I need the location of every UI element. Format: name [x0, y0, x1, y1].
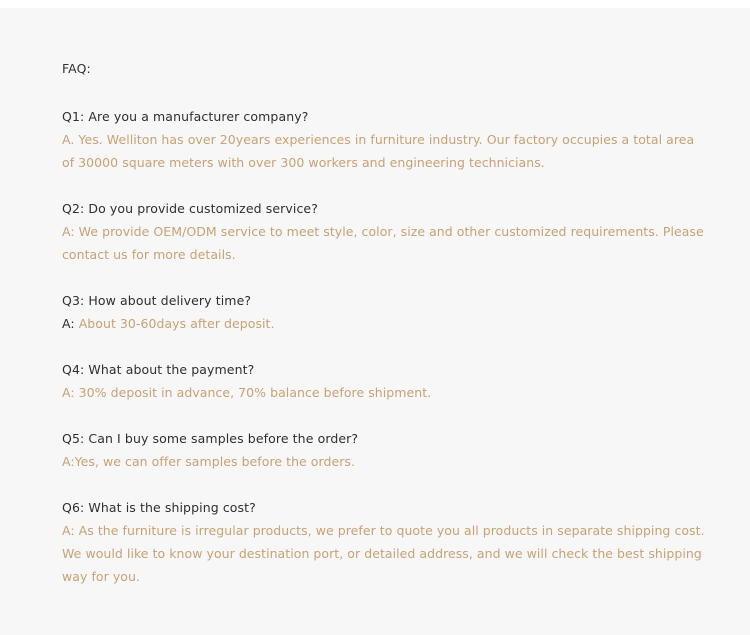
- answer-4-line-1: A: 30% deposit in advance, 70% balance before shipment.: [62, 385, 432, 400]
- answer-3-body: About 30-60days after deposit.: [78, 316, 275, 331]
- faq-item-4: [62, 358, 712, 404]
- faq-content: [62, 60, 712, 611]
- answer-6-line-3: way for you.: [62, 569, 140, 584]
- faq-item-6: [62, 496, 712, 588]
- question-6: Q6: What is the shipping cost?: [62, 500, 256, 515]
- faq-panel: [0, 8, 750, 635]
- answer-3: [62, 312, 712, 335]
- answer-1-line-1: A. Yes. Welliton has over 20years experiences in furniture industry. Our factory occupies a total area: [62, 132, 695, 147]
- question-5: Q5: Can I buy some samples before the order?: [62, 431, 359, 446]
- answer-6-line-2: We would like to know your destination port, or detailed address, and we will check the best shipping: [62, 546, 702, 561]
- answer-1-line-2: of 30000 square meters with over 300 workers and engineering technicians.: [62, 155, 545, 170]
- faq-item-2: [62, 197, 712, 266]
- question-1: Q1: Are you a manufacturer company?: [62, 109, 309, 124]
- faq-item-1: [62, 105, 712, 174]
- answer-2-line-1: A: We provide OEM/ODM service to meet style, color, size and other customized requirements. Please: [62, 224, 704, 239]
- answer-5-line-1: A:Yes, we can offer samples before the orders.: [62, 454, 355, 469]
- question-4: Q4: What about the payment?: [62, 362, 255, 377]
- question-2: Q2: Do you provide customized service?: [62, 201, 318, 216]
- answer-2-line-2: contact us for more details.: [62, 247, 236, 262]
- faq-title: FAQ:: [62, 61, 91, 76]
- faq-item-3: [62, 289, 712, 335]
- question-3: Q3: How about delivery time?: [62, 293, 252, 308]
- answer-3-prefix: A:: [62, 316, 75, 331]
- answer-6-line-1: A: As the furniture is irregular products, we prefer to quote you all products in separate shipping cost.: [62, 523, 705, 538]
- faq-item-5: [62, 427, 712, 473]
